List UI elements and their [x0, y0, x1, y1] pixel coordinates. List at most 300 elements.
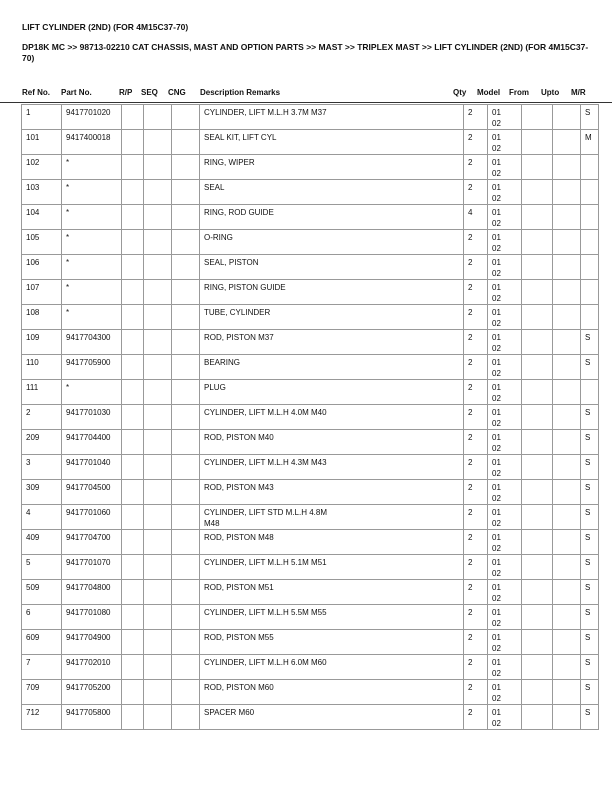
table-row	[22, 105, 599, 130]
col-rp: R/P	[119, 88, 133, 97]
cell-qty: 2	[464, 380, 488, 405]
cell-description: ROD, PISTON M40	[200, 430, 464, 455]
cell-upto	[553, 155, 581, 180]
table-row	[22, 505, 599, 530]
cell-part-no: 9417705900	[62, 355, 122, 380]
cell-from	[522, 655, 553, 680]
cell-model: 01 02	[488, 530, 522, 555]
cell-description: ROD, PISTON M60	[200, 680, 464, 705]
cell-rp	[122, 505, 144, 530]
cell-model: 01 02	[488, 630, 522, 655]
table-row	[22, 530, 599, 555]
cell-ref-no: 105	[22, 230, 62, 255]
cell-qty: 2	[464, 355, 488, 380]
cell-mr: S	[581, 630, 599, 655]
cell-qty: 2	[464, 505, 488, 530]
cell-part-no: 9417701040	[62, 455, 122, 480]
col-seq: SEQ	[141, 88, 158, 97]
cell-rp	[122, 630, 144, 655]
cell-seq	[144, 205, 172, 230]
cell-part-no: 9417705800	[62, 705, 122, 730]
cell-upto	[553, 505, 581, 530]
cell-mr	[581, 205, 599, 230]
cell-from	[522, 530, 553, 555]
cell-upto	[553, 130, 581, 155]
cell-upto	[553, 180, 581, 205]
cell-ref-no: 712	[22, 705, 62, 730]
cell-upto	[553, 105, 581, 130]
cell-cng	[172, 580, 200, 605]
table-row	[22, 280, 599, 305]
cell-qty: 2	[464, 530, 488, 555]
cell-part-no: *	[62, 255, 122, 280]
table-row	[22, 205, 599, 230]
table-row	[22, 155, 599, 180]
col-ref: Ref No.	[22, 88, 50, 97]
col-mr: M/R	[571, 88, 586, 97]
cell-cng	[172, 430, 200, 455]
cell-upto	[553, 355, 581, 380]
cell-description: RING, WIPER	[200, 155, 464, 180]
cell-from	[522, 680, 553, 705]
cell-seq	[144, 455, 172, 480]
cell-description: RING, ROD GUIDE	[200, 205, 464, 230]
table-row	[22, 455, 599, 480]
cell-qty: 2	[464, 580, 488, 605]
cell-from	[522, 505, 553, 530]
cell-upto	[553, 555, 581, 580]
cell-seq	[144, 130, 172, 155]
cell-qty: 2	[464, 230, 488, 255]
cell-seq	[144, 430, 172, 455]
cell-from	[522, 355, 553, 380]
cell-model: 01 02	[488, 180, 522, 205]
cell-cng	[172, 455, 200, 480]
cell-rp	[122, 205, 144, 230]
cell-model: 01 02	[488, 280, 522, 305]
table-row	[22, 605, 599, 630]
cell-model: 01 02	[488, 105, 522, 130]
cell-qty: 2	[464, 705, 488, 730]
col-from: From	[509, 88, 529, 97]
table-row	[22, 580, 599, 605]
cell-ref-no: 108	[22, 305, 62, 330]
cell-cng	[172, 555, 200, 580]
cell-part-no: *	[62, 180, 122, 205]
cell-rp	[122, 705, 144, 730]
cell-model: 01 02	[488, 305, 522, 330]
cell-description: CYLINDER, LIFT M.L.H 5.5M M55	[200, 605, 464, 630]
cell-ref-no: 103	[22, 180, 62, 205]
cell-qty: 2	[464, 430, 488, 455]
cell-rp	[122, 455, 144, 480]
cell-ref-no: 107	[22, 280, 62, 305]
table-header	[0, 88, 612, 103]
cell-rp	[122, 230, 144, 255]
cell-model: 01 02	[488, 155, 522, 180]
cell-description: SEAL KIT, LIFT CYL	[200, 130, 464, 155]
cell-rp	[122, 305, 144, 330]
cell-cng	[172, 155, 200, 180]
cell-mr	[581, 230, 599, 255]
cell-seq	[144, 305, 172, 330]
cell-from	[522, 105, 553, 130]
cell-qty: 2	[464, 255, 488, 280]
table-row	[22, 180, 599, 205]
cell-description: CYLINDER, LIFT M.L.H 4.0M M40	[200, 405, 464, 430]
cell-from	[522, 430, 553, 455]
cell-qty: 2	[464, 480, 488, 505]
cell-from	[522, 230, 553, 255]
cell-upto	[553, 255, 581, 280]
cell-rp	[122, 355, 144, 380]
cell-model: 01 02	[488, 655, 522, 680]
cell-cng	[172, 305, 200, 330]
col-model: Model	[477, 88, 501, 97]
cell-description: BEARING	[200, 355, 464, 380]
cell-upto	[553, 305, 581, 330]
cell-qty: 4	[464, 205, 488, 230]
cell-upto	[553, 530, 581, 555]
cell-qty: 2	[464, 630, 488, 655]
table-row	[22, 705, 599, 730]
cell-mr: M	[581, 130, 599, 155]
cell-model: 01 02	[488, 705, 522, 730]
cell-mr	[581, 380, 599, 405]
page-title: LIFT CYLINDER (2ND) (FOR 4M15C37-70)	[22, 22, 189, 32]
cell-mr: S	[581, 580, 599, 605]
table-row	[22, 405, 599, 430]
cell-cng	[172, 605, 200, 630]
cell-from	[522, 255, 553, 280]
cell-part-no: 9417705200	[62, 680, 122, 705]
cell-part-no: 9417701080	[62, 605, 122, 630]
cell-model: 01 02	[488, 330, 522, 355]
cell-rp	[122, 605, 144, 630]
cell-model: 01 02	[488, 130, 522, 155]
parts-table	[21, 104, 599, 730]
cell-mr	[581, 180, 599, 205]
col-qty: Qty	[453, 88, 467, 97]
cell-description: ROD, PISTON M48	[200, 530, 464, 555]
cell-description: ROD, PISTON M55	[200, 630, 464, 655]
table-row	[22, 430, 599, 455]
cell-upto	[553, 430, 581, 455]
cell-description: TUBE, CYLINDER	[200, 305, 464, 330]
cell-rp	[122, 155, 144, 180]
cell-qty: 2	[464, 155, 488, 180]
cell-description: ROD, PISTON M51	[200, 580, 464, 605]
cell-upto	[553, 205, 581, 230]
cell-from	[522, 405, 553, 430]
cell-qty: 2	[464, 105, 488, 130]
cell-upto	[553, 655, 581, 680]
cell-model: 01 02	[488, 255, 522, 280]
cell-seq	[144, 555, 172, 580]
cell-mr	[581, 305, 599, 330]
cell-description: ROD, PISTON M37	[200, 330, 464, 355]
breadcrumb: DP18K MC >> 98713-02210 CAT CHASSIS, MAST AND OPTION PARTS >> MAST >> TRIPLEX MAST >> LIFT CYLINDER (2ND) (FOR 4M15C37-70)	[22, 42, 589, 63]
col-cng: CNG	[168, 88, 186, 97]
cell-qty: 2	[464, 605, 488, 630]
cell-qty: 2	[464, 180, 488, 205]
cell-rp	[122, 330, 144, 355]
cell-cng	[172, 105, 200, 130]
cell-mr	[581, 280, 599, 305]
cell-model: 01 02	[488, 380, 522, 405]
col-part: Part No.	[61, 88, 92, 97]
cell-model: 01 02	[488, 230, 522, 255]
cell-model: 01 02	[488, 480, 522, 505]
cell-cng	[172, 230, 200, 255]
cell-part-no: 9417704900	[62, 630, 122, 655]
cell-cng	[172, 655, 200, 680]
cell-seq	[144, 680, 172, 705]
cell-qty: 2	[464, 280, 488, 305]
cell-upto	[553, 680, 581, 705]
cell-from	[522, 580, 553, 605]
cell-from	[522, 205, 553, 230]
cell-part-no: 9417704400	[62, 430, 122, 455]
cell-model: 01 02	[488, 430, 522, 455]
cell-upto	[553, 280, 581, 305]
cell-description: SPACER M60	[200, 705, 464, 730]
cell-qty: 2	[464, 405, 488, 430]
cell-ref-no: 3	[22, 455, 62, 480]
cell-ref-no: 4	[22, 505, 62, 530]
cell-upto	[553, 630, 581, 655]
cell-model: 01 02	[488, 555, 522, 580]
cell-ref-no: 309	[22, 480, 62, 505]
cell-upto	[553, 705, 581, 730]
cell-upto	[553, 480, 581, 505]
cell-cng	[172, 530, 200, 555]
cell-rp	[122, 530, 144, 555]
cell-seq	[144, 580, 172, 605]
cell-cng	[172, 130, 200, 155]
cell-description: CYLINDER, LIFT M.L.H 3.7M M37	[200, 105, 464, 130]
cell-mr: S	[581, 405, 599, 430]
cell-description: CYLINDER, LIFT M.L.H 5.1M M51	[200, 555, 464, 580]
cell-model: 01 02	[488, 605, 522, 630]
cell-mr: S	[581, 480, 599, 505]
cell-rp	[122, 555, 144, 580]
cell-mr: S	[581, 355, 599, 380]
cell-seq	[144, 705, 172, 730]
cell-part-no: *	[62, 205, 122, 230]
cell-upto	[553, 580, 581, 605]
cell-from	[522, 555, 553, 580]
cell-seq	[144, 155, 172, 180]
cell-seq	[144, 655, 172, 680]
cell-part-no: *	[62, 230, 122, 255]
cell-ref-no: 106	[22, 255, 62, 280]
cell-ref-no: 209	[22, 430, 62, 455]
cell-ref-no: 509	[22, 580, 62, 605]
cell-cng	[172, 405, 200, 430]
cell-mr	[581, 155, 599, 180]
cell-from	[522, 480, 553, 505]
cell-seq	[144, 505, 172, 530]
table-row	[22, 680, 599, 705]
cell-seq	[144, 330, 172, 355]
table-row	[22, 330, 599, 355]
cell-mr: S	[581, 105, 599, 130]
cell-rp	[122, 130, 144, 155]
cell-model: 01 02	[488, 680, 522, 705]
cell-description: CYLINDER, LIFT M.L.H 6.0M M60	[200, 655, 464, 680]
cell-rp	[122, 580, 144, 605]
cell-seq	[144, 380, 172, 405]
cell-cng	[172, 355, 200, 380]
cell-part-no: *	[62, 380, 122, 405]
cell-qty: 2	[464, 680, 488, 705]
cell-seq	[144, 530, 172, 555]
cell-part-no: 9417701070	[62, 555, 122, 580]
cell-description: CYLINDER, LIFT M.L.H 4.3M M43	[200, 455, 464, 480]
cell-upto	[553, 455, 581, 480]
cell-description: SEAL	[200, 180, 464, 205]
cell-part-no: 9417400018	[62, 130, 122, 155]
cell-upto	[553, 330, 581, 355]
cell-description: SEAL, PISTON	[200, 255, 464, 280]
cell-rp	[122, 680, 144, 705]
cell-ref-no: 6	[22, 605, 62, 630]
cell-from	[522, 155, 553, 180]
cell-cng	[172, 680, 200, 705]
cell-rp	[122, 430, 144, 455]
cell-seq	[144, 230, 172, 255]
cell-description: ROD, PISTON M43	[200, 480, 464, 505]
cell-part-no: *	[62, 305, 122, 330]
cell-ref-no: 2	[22, 405, 62, 430]
cell-model: 01 02	[488, 580, 522, 605]
table-row	[22, 630, 599, 655]
cell-cng	[172, 280, 200, 305]
cell-cng	[172, 480, 200, 505]
cell-from	[522, 130, 553, 155]
cell-ref-no: 109	[22, 330, 62, 355]
table-row	[22, 305, 599, 330]
cell-mr: S	[581, 705, 599, 730]
cell-from	[522, 280, 553, 305]
cell-rp	[122, 655, 144, 680]
table-row	[22, 255, 599, 280]
cell-cng	[172, 705, 200, 730]
cell-model: 01 02	[488, 355, 522, 380]
cell-seq	[144, 405, 172, 430]
cell-qty: 2	[464, 330, 488, 355]
cell-cng	[172, 180, 200, 205]
cell-mr: S	[581, 555, 599, 580]
cell-model: 01 02	[488, 205, 522, 230]
cell-ref-no: 101	[22, 130, 62, 155]
table-row	[22, 480, 599, 505]
cell-ref-no: 709	[22, 680, 62, 705]
cell-rp	[122, 255, 144, 280]
cell-from	[522, 380, 553, 405]
cell-mr: S	[581, 505, 599, 530]
table-row	[22, 555, 599, 580]
cell-upto	[553, 380, 581, 405]
cell-model: 01 02	[488, 405, 522, 430]
table-row	[22, 380, 599, 405]
cell-description: PLUG	[200, 380, 464, 405]
cell-from	[522, 630, 553, 655]
cell-mr: S	[581, 455, 599, 480]
cell-part-no: 9417701030	[62, 405, 122, 430]
cell-upto	[553, 605, 581, 630]
cell-qty: 2	[464, 655, 488, 680]
cell-part-no: *	[62, 280, 122, 305]
cell-ref-no: 5	[22, 555, 62, 580]
cell-part-no: 9417704300	[62, 330, 122, 355]
cell-upto	[553, 230, 581, 255]
cell-part-no: 9417704800	[62, 580, 122, 605]
cell-rp	[122, 280, 144, 305]
cell-part-no: *	[62, 155, 122, 180]
cell-qty: 2	[464, 130, 488, 155]
cell-ref-no: 110	[22, 355, 62, 380]
cell-from	[522, 605, 553, 630]
cell-seq	[144, 355, 172, 380]
cell-from	[522, 180, 553, 205]
cell-part-no: 9417704500	[62, 480, 122, 505]
cell-qty: 2	[464, 455, 488, 480]
table-row	[22, 655, 599, 680]
cell-part-no: 9417704700	[62, 530, 122, 555]
cell-rp	[122, 480, 144, 505]
cell-ref-no: 609	[22, 630, 62, 655]
cell-description: CYLINDER, LIFT STD M.L.H 4.8M M48	[200, 505, 464, 530]
cell-from	[522, 305, 553, 330]
cell-mr: S	[581, 430, 599, 455]
cell-seq	[144, 255, 172, 280]
cell-from	[522, 330, 553, 355]
cell-mr: S	[581, 680, 599, 705]
cell-cng	[172, 205, 200, 230]
cell-ref-no: 409	[22, 530, 62, 555]
table-row	[22, 355, 599, 380]
cell-cng	[172, 255, 200, 280]
cell-qty: 2	[464, 555, 488, 580]
cell-part-no: 9417701020	[62, 105, 122, 130]
cell-ref-no: 102	[22, 155, 62, 180]
cell-rp	[122, 105, 144, 130]
col-desc: Description Remarks	[200, 88, 281, 97]
cell-from	[522, 705, 553, 730]
col-upto: Upto	[541, 88, 560, 97]
cell-seq	[144, 280, 172, 305]
cell-mr: S	[581, 605, 599, 630]
cell-description: O-RING	[200, 230, 464, 255]
cell-rp	[122, 405, 144, 430]
cell-seq	[144, 480, 172, 505]
cell-seq	[144, 180, 172, 205]
cell-cng	[172, 630, 200, 655]
cell-mr: S	[581, 330, 599, 355]
cell-mr	[581, 255, 599, 280]
cell-part-no: 9417701060	[62, 505, 122, 530]
cell-mr: S	[581, 530, 599, 555]
cell-ref-no: 7	[22, 655, 62, 680]
cell-ref-no: 111	[22, 380, 62, 405]
cell-model: 01 02	[488, 455, 522, 480]
cell-rp	[122, 380, 144, 405]
cell-ref-no: 1	[22, 105, 62, 130]
cell-seq	[144, 605, 172, 630]
cell-seq	[144, 630, 172, 655]
